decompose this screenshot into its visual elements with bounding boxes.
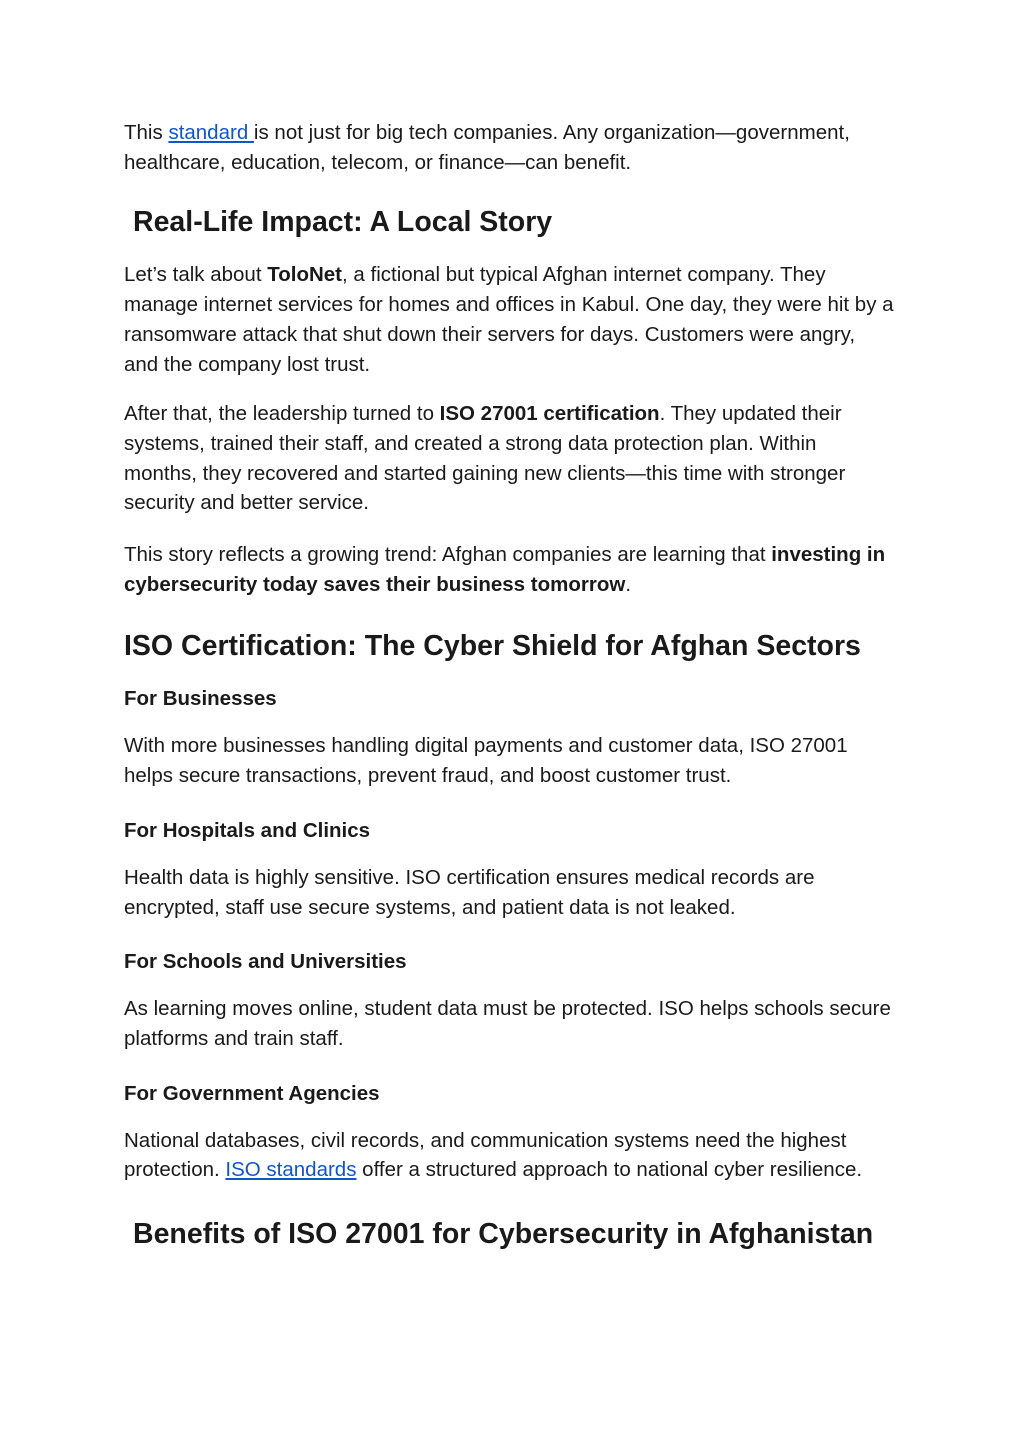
benefits-heading: Benefits of ISO 27001 for Cybersecurity in Afghanistan — [133, 1218, 874, 1251]
document-page — [124, 118, 894, 1251]
story-heading: Real-Life Impact: A Local Story — [133, 206, 553, 239]
story-paragraph-2: After that, the leadership turned to ISO 27001 certification. They updated their systems, trained their staff, and created a strong data protection plan. Within months, they recovered and started gaining new clients—this time with stronger security and better service. — [124, 402, 846, 515]
government-paragraph: National databases, civil records, and communication systems need the highest protection. ISO standards offer a structured approach to national cyber resilience. — [124, 1128, 863, 1182]
standard-link[interactable]: standard — [168, 121, 254, 144]
government-heading: For Government Agencies — [124, 1081, 380, 1105]
story-paragraph-1: Let’s talk about ToloNet, a fictional but typical Afghan internet company. They manage internet services for homes and offices in Kabul. One day, they were hit by a ransomware attack that shut down their servers for days. Customers were angry, and the company lost trust. — [124, 263, 894, 376]
iso-standards-link[interactable]: ISO standards — [225, 1158, 357, 1182]
story-paragraph-3: This story reflects a growing trend: Afghan companies are learning that investing in cybersecurity today saves their business tomorrow. — [124, 543, 886, 596]
business-paragraph: With more businesses handling digital payments and customer data, ISO 27001 helps secure transactions, prevent fraud, and boost customer trust. — [124, 734, 848, 788]
schools-paragraph: As learning moves online, student data must be protected. ISO helps schools secure platforms and train staff. — [124, 997, 891, 1050]
schools-heading: For Schools and Universities — [124, 950, 407, 974]
business-heading: For Businesses — [124, 687, 277, 711]
intro-paragraph: This standard is not just for big tech companies. Any organization—government, healthcare, education, telecom, or finance—can benefit. — [124, 121, 850, 174]
hospitals-paragraph: Health data is highly sensitive. ISO certification ensures medical records are encrypted, staff use secure systems, and patient data is not leaked. — [124, 865, 815, 919]
sectors-heading: ISO Certification: The Cyber Shield for Afghan Sectors — [124, 630, 861, 663]
hospitals-heading: For Hospitals and Clinics — [124, 818, 371, 842]
